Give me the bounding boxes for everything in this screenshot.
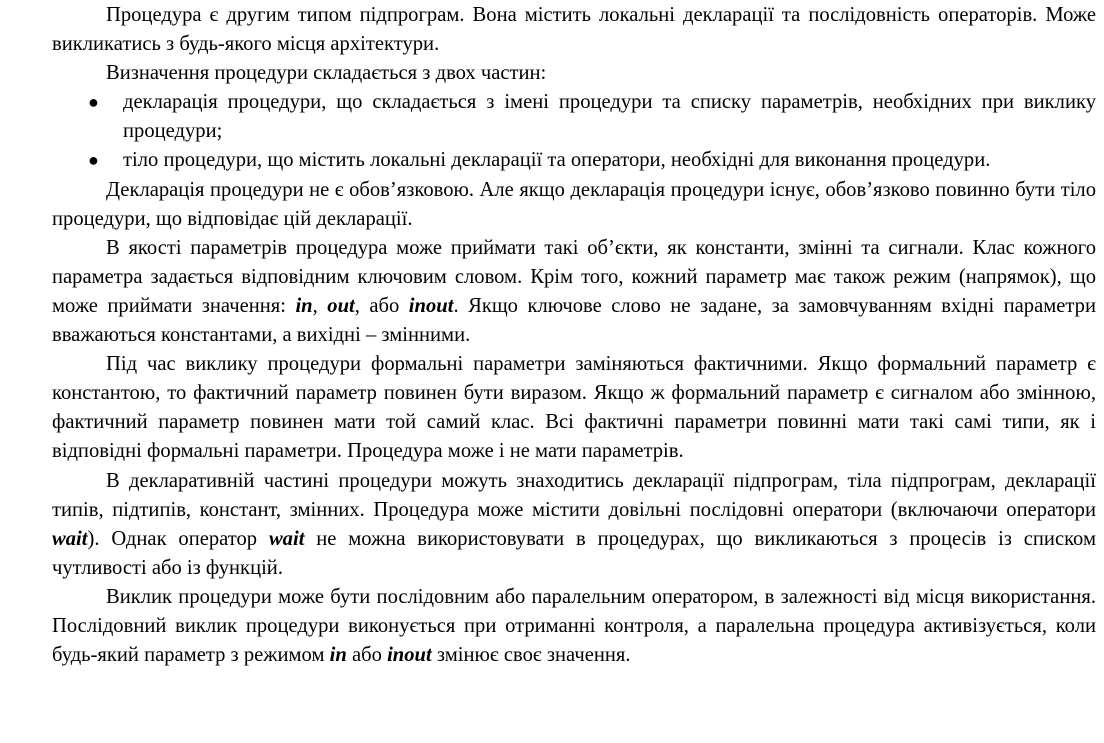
text-run: або xyxy=(346,644,388,667)
text-run: ). Однак оператор xyxy=(87,527,269,550)
keyword-wait: wait xyxy=(268,527,305,550)
paragraph-declaration-optional: Декларація процедури не є обов’язковою. Але якщо декларація процедури існує, обов’язково повинно бути тіло процедури, що відповідає цій декларації. xyxy=(52,178,1096,230)
paragraph-procedure-intro: Процедура є другим типом підпрограм. Вона містить локальні декларації та послідовність операторів. Може викликатись з будь-якого місця архітектури. xyxy=(52,4,1096,56)
text-run: , xyxy=(312,294,328,317)
list-item xyxy=(52,88,1096,146)
keyword-out: out xyxy=(327,294,355,317)
list-item-text: тіло процедури, що містить локальні декларації та оператори, необхідні для виконання процедури. xyxy=(123,149,991,172)
list-item xyxy=(52,146,1096,175)
paragraph-declarative-part xyxy=(52,467,1096,583)
text-run: В якості параметрів процедура може приймати такі об’єкти, як константи, змінні та сигнали. Клас кожного параметра задається відповідним ключовим словом. Крім того, кожний параметр має також режим (напрямок), що може приймати значення: xyxy=(52,236,1096,317)
text-run: В декларативній частині процедури можуть знаходитись декларації підпрограм, тіла підпрограм, декларації типів, підтипів, констант, змінних. Процедура може містити довільні послідовні оператори (включаючи оператори xyxy=(52,469,1096,521)
list-item-text: декларація процедури, що складається з імені процедури та списку параметрів, необхідних при виклику процедури; xyxy=(123,91,1096,143)
text-run: змінює своє значення. xyxy=(431,644,631,667)
text-run: не можна використовувати в процедурах, що викликаються з процесів із списком чутливості або із функцій. xyxy=(52,527,1096,579)
bullet-icon: ● xyxy=(88,92,99,113)
bullet-icon: ● xyxy=(88,150,99,171)
keyword-inout: inout xyxy=(408,294,454,317)
keyword-wait: wait xyxy=(52,527,88,550)
text-run: , або xyxy=(354,294,409,317)
paragraph-formal-actual: Під час виклику процедури формальні параметри заміняються фактичними. Якщо формальний параметр є константою, то фактичний параметр повинен бути виразом. Якщо ж формальний параметр є сигналом або змінною, фактичний параметр повинен мати той самий клас. Всі фактичні параметри повинні мати такі самі типи, як і відповідні формальні параметри. Процедура може і не мати параметрів. xyxy=(52,353,1096,463)
paragraph-parameters xyxy=(52,234,1096,350)
keyword-in: in xyxy=(295,294,313,317)
definition-parts-list xyxy=(52,88,1096,175)
text-run: Виклик процедури може бути послідовним або паралельним оператором, в залежності від місця використання. Послідовний виклик процедури виконується при отриманні контроля, а паралельна процедура активізується, коли будь-який параметр з режимом xyxy=(52,585,1096,667)
keyword-in: in xyxy=(329,644,347,667)
keyword-inout: inout xyxy=(387,644,432,667)
paragraph-procedure-call xyxy=(52,583,1096,670)
text-run: . Якщо ключове слово не задане, за замовчуванням вхідні параметри вважаються константами, а вихідні – змінними. xyxy=(52,294,1096,347)
paragraph-definition-lead: Визначення процедури складається з двох частин: xyxy=(106,62,547,85)
